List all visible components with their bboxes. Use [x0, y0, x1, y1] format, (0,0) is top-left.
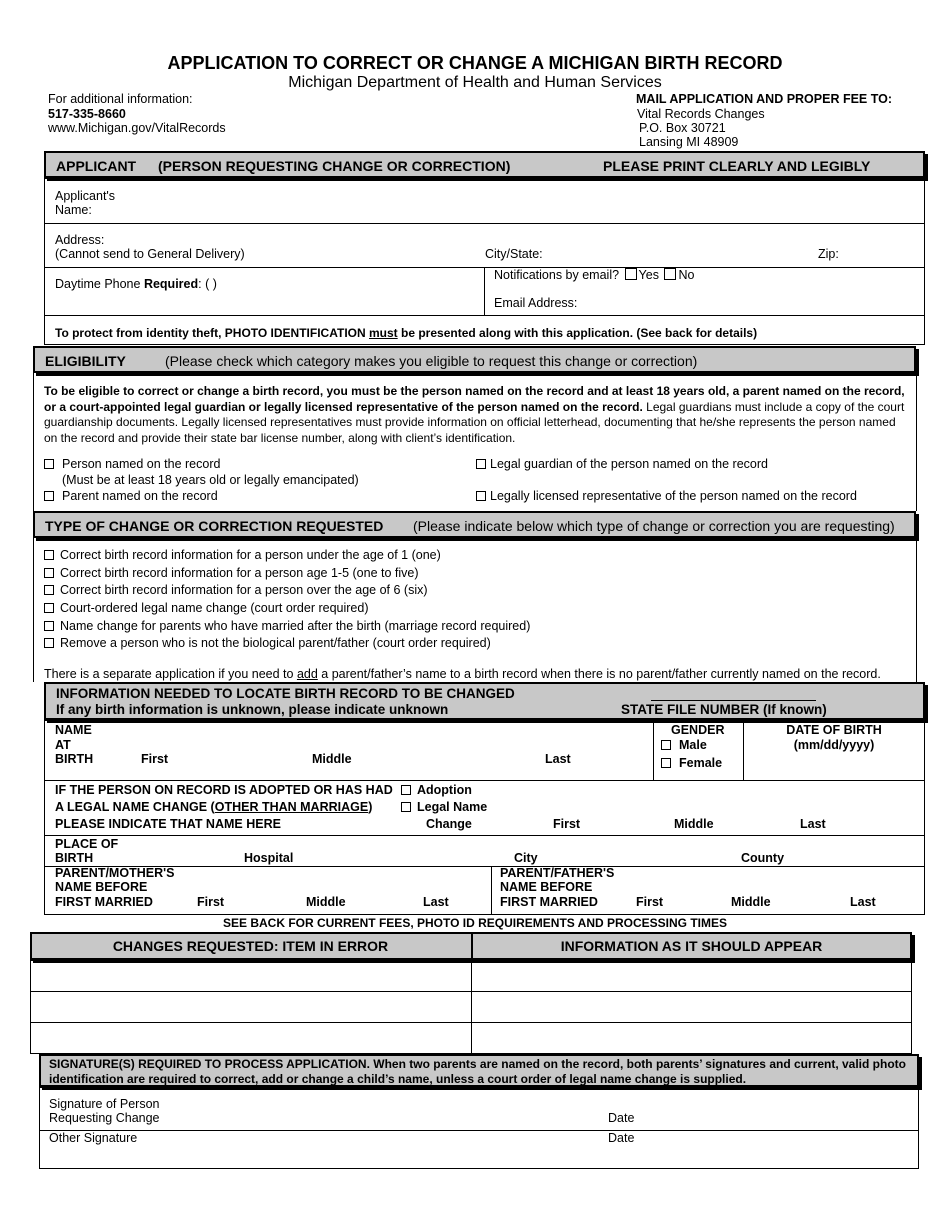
mail-line3: Lansing MI 48909 — [639, 135, 739, 149]
signature-header — [39, 1054, 919, 1087]
gender-label: GENDER — [671, 723, 725, 737]
name-at-birth-3: BIRTH — [55, 752, 94, 766]
mother-label-2: NAME BEFORE — [55, 880, 148, 894]
mother-label-3: FIRST MARRIED — [55, 895, 153, 909]
separate-application-note: There is a separate application if you need to add a parent/father’s name to a birth record when there is no parent/father currently named on the record. — [44, 667, 881, 681]
city-state-label: City/State: — [485, 247, 543, 261]
name-middle-label: Middle — [312, 752, 352, 766]
change-option-6-checkbox[interactable] — [44, 638, 54, 648]
mail-label: MAIL APPLICATION AND PROPER FEE TO: — [636, 92, 893, 106]
father-label-2: NAME BEFORE — [500, 880, 593, 894]
change-option-2-checkbox[interactable] — [44, 568, 54, 578]
elig-parent-checkbox[interactable] — [44, 491, 54, 501]
elig-person-checkbox[interactable] — [44, 459, 54, 469]
applicant-name-field[interactable] — [110, 186, 910, 218]
email-notify-label: Notifications by email? Yes No — [494, 268, 695, 282]
adoption-option: Adoption — [401, 783, 472, 798]
locate-header — [44, 682, 925, 720]
locate-header-title: INFORMATION NEEDED TO LOCATE BIRTH RECORD TO BE CHANGED — [56, 686, 515, 701]
father-name-field[interactable] — [630, 868, 918, 894]
name-at-birth-field[interactable] — [100, 723, 648, 751]
adopted-middle-label: Middle — [674, 817, 714, 831]
signature-date-field-1[interactable] — [640, 1092, 910, 1126]
other-signature-label: Other Signature — [49, 1131, 138, 1145]
other-signature-field[interactable] — [150, 1133, 590, 1165]
legal-name-change-label: Change — [426, 817, 472, 831]
locate-header-sub: If any birth information is unknown, please indicate unknown — [56, 702, 449, 717]
eligibility-header-title: ELIGIBILITY — [45, 353, 126, 369]
signature-date-label-2: Date — [608, 1131, 635, 1145]
email-address-field[interactable] — [580, 292, 920, 312]
address-label: Address: — [55, 233, 105, 247]
form-subtitle: Michigan Department of Health and Human Services — [288, 74, 662, 91]
change-option-3-checkbox[interactable] — [44, 585, 54, 595]
changes-row-1-error[interactable] — [32, 962, 469, 990]
elig-representative-checkbox[interactable] — [476, 491, 486, 501]
change-option-2: Correct birth record information for a person age 1-5 (one to five) — [44, 566, 419, 581]
dob-format: (mm/dd/yyyy) — [793, 738, 875, 752]
info-phone: 517-335-8660 — [48, 107, 126, 121]
change-option-1: Correct birth record information for a person under the age of 1 (one) — [44, 548, 441, 563]
see-back-notice: SEE BACK FOR CURRENT FEES, PHOTO ID REQUIREMENTS AND PROCESSING TIMES — [222, 916, 728, 930]
adopted-last-label: Last — [800, 817, 826, 831]
eligibility-header — [33, 346, 916, 373]
signature-label-2: Requesting Change — [49, 1111, 160, 1125]
applicant-name-label-2: Name: — [55, 203, 92, 217]
state-file-number-field[interactable] — [651, 684, 816, 701]
adopted-name-field[interactable] — [500, 784, 915, 814]
changes-row-3-error[interactable] — [32, 1024, 469, 1052]
county-label: County — [741, 851, 785, 865]
email-notify-no-checkbox[interactable] — [664, 268, 676, 280]
elig-option-person: Person named on the record — [44, 457, 220, 472]
changes-row-2-error[interactable] — [32, 993, 469, 1021]
applicant-header-title: APPLICANT — [56, 158, 137, 174]
info-web: www.Michigan.gov/VitalRecords — [48, 121, 226, 135]
form-title: APPLICATION TO CORRECT OR CHANGE A MICHIGAN BIRTH RECORD — [167, 53, 783, 73]
email-address-label: Email Address: — [494, 296, 578, 310]
mother-last-label: Last — [423, 895, 449, 909]
daytime-phone-field[interactable] — [265, 272, 475, 297]
father-first-label: First — [636, 895, 664, 909]
changes-col-error: CHANGES REQUESTED: ITEM IN ERROR — [112, 938, 389, 954]
name-last-label: Last — [545, 752, 571, 766]
hospital-label: Hospital — [244, 851, 294, 865]
legal-name-change-checkbox[interactable] — [401, 802, 411, 812]
signature-header-text: SIGNATURE(S) REQUIRED TO PROCESS APPLICATION. When two parents are named on the record, both parents’ signatures and current, valid photo identification are required to correct, add or change a child’s name, unless a court order of legal name change is supplied. — [49, 1057, 906, 1086]
change-option-4-checkbox[interactable] — [44, 603, 54, 613]
signature-date-label-1: Date — [608, 1111, 635, 1125]
place-of-birth-1: PLACE OF — [55, 837, 119, 851]
change-option-3: Correct birth record information for a person over the age of 6 (six) — [44, 583, 428, 598]
gender-female: Female — [661, 756, 722, 771]
mother-middle-label: Middle — [306, 895, 346, 909]
change-type-header — [33, 511, 916, 538]
place-of-birth-field[interactable] — [130, 837, 915, 851]
applicant-header-sub: (PERSON REQUESTING CHANGE OR CORRECTION) — [158, 158, 511, 174]
mother-label-1: PARENT/MOTHER'S — [55, 866, 175, 880]
legal-name-option: Legal Name — [401, 800, 487, 815]
elig-option-representative: Legally licensed representative of the person named on the record — [476, 489, 857, 504]
gender-male-checkbox[interactable] — [661, 740, 671, 750]
changes-row-3-correct[interactable] — [473, 1024, 910, 1052]
state-file-number-label: STATE FILE NUMBER (If known) — [621, 702, 827, 717]
mail-line2: P.O. Box 30721 — [639, 121, 726, 135]
applicant-header — [44, 151, 925, 178]
adopted-first-label: First — [553, 817, 581, 831]
name-first-label: First — [141, 752, 169, 766]
gender-female-checkbox[interactable] — [661, 758, 671, 768]
eligibility-header-sub: (Please check which category makes you eligible to request this change or correction) — [165, 353, 698, 369]
email-notify-yes-checkbox[interactable] — [625, 268, 637, 280]
adoption-checkbox[interactable] — [401, 785, 411, 795]
gender-male: Male — [661, 738, 707, 753]
changes-col-correct: INFORMATION AS IT SHOULD APPEAR — [560, 938, 823, 954]
change-type-header-sub: (Please indicate below which type of change or correction you are requesting) — [413, 518, 895, 534]
applicant-name-label-1: Applicant's — [55, 189, 116, 203]
mail-line1: Vital Records Changes — [637, 107, 765, 121]
signature-label-1: Signature of Person — [49, 1097, 160, 1111]
email-notify-yes-label: Yes — [638, 268, 659, 282]
info-label: For additional information: — [48, 92, 193, 106]
change-option-6: Remove a person who is not the biological parent/father (court order required) — [44, 636, 491, 651]
address-field[interactable] — [260, 230, 475, 262]
dob-field[interactable] — [750, 755, 918, 777]
name-at-birth-1: NAME — [55, 723, 92, 737]
adopted-label-3: PLEASE INDICATE THAT NAME HERE — [55, 817, 281, 831]
email-notify-no-label: No — [678, 268, 695, 282]
change-option-5: Name change for parents who have married after the birth (marriage record required) — [44, 619, 530, 634]
adopted-label-1: IF THE PERSON ON RECORD IS ADOPTED OR HAS HAD — [55, 783, 393, 797]
father-last-label: Last — [850, 895, 876, 909]
change-type-header-title: TYPE OF CHANGE OR CORRECTION REQUESTED — [45, 518, 384, 534]
city-label: City — [514, 851, 538, 865]
signature-field-1[interactable] — [170, 1092, 590, 1126]
zip-label: Zip: — [818, 247, 839, 261]
dob-label: DATE OF BIRTH — [786, 723, 882, 737]
father-label-1: PARENT/FATHER'S — [500, 866, 615, 880]
mother-first-label: First — [197, 895, 225, 909]
father-middle-label: Middle — [731, 895, 771, 909]
change-option-1-checkbox[interactable] — [44, 550, 54, 560]
elig-option-guardian: Legal guardian of the person named on the record — [476, 457, 768, 472]
city-state-field[interactable] — [550, 230, 810, 262]
zip-field[interactable] — [845, 230, 920, 262]
change-option-4: Court-ordered legal name change (court order required) — [44, 601, 369, 616]
elig-guardian-checkbox[interactable] — [476, 459, 486, 469]
address-note: (Cannot send to General Delivery) — [55, 247, 245, 261]
changes-row-1-correct[interactable] — [473, 962, 910, 990]
change-option-5-checkbox[interactable] — [44, 621, 54, 631]
applicant-header-right: PLEASE PRINT CLEARLY AND LEGIBLY — [603, 158, 871, 174]
mother-name-field[interactable] — [185, 868, 485, 894]
signature-date-field-2[interactable] — [640, 1133, 910, 1165]
elig-option-parent: Parent named on the record — [44, 489, 218, 504]
photo-id-notice: To protect from identity theft, PHOTO IDENTIFICATION must be presented along with this application. (See back for details) — [55, 326, 758, 340]
name-at-birth-2: AT — [55, 738, 71, 752]
father-label-3: FIRST MARRIED — [500, 895, 598, 909]
place-of-birth-2: BIRTH — [55, 851, 94, 865]
eligibility-paragraph: To be eligible to correct or change a birth record, you must be the person named on the record and at least 18 years old, a parent named on the record, or a court-appointed legal guardian or legally licensed representative of the person named on the record. Legal guardians must include a copy of the court guardianship documents. Legally licensed representatives must provide information on official letterhead, documenting that he/she represents the person named on the record and provide their state bar license number, along with client’s identification. — [44, 384, 905, 445]
changes-row-2-correct[interactable] — [473, 993, 910, 1021]
adopted-label-2: A LEGAL NAME CHANGE (OTHER THAN MARRIAGE) — [55, 800, 373, 814]
daytime-phone-label: Daytime Phone Required: ( ) — [55, 277, 217, 291]
elig-option-person-note: (Must be at least 18 years old or legally emancipated) — [62, 473, 359, 487]
